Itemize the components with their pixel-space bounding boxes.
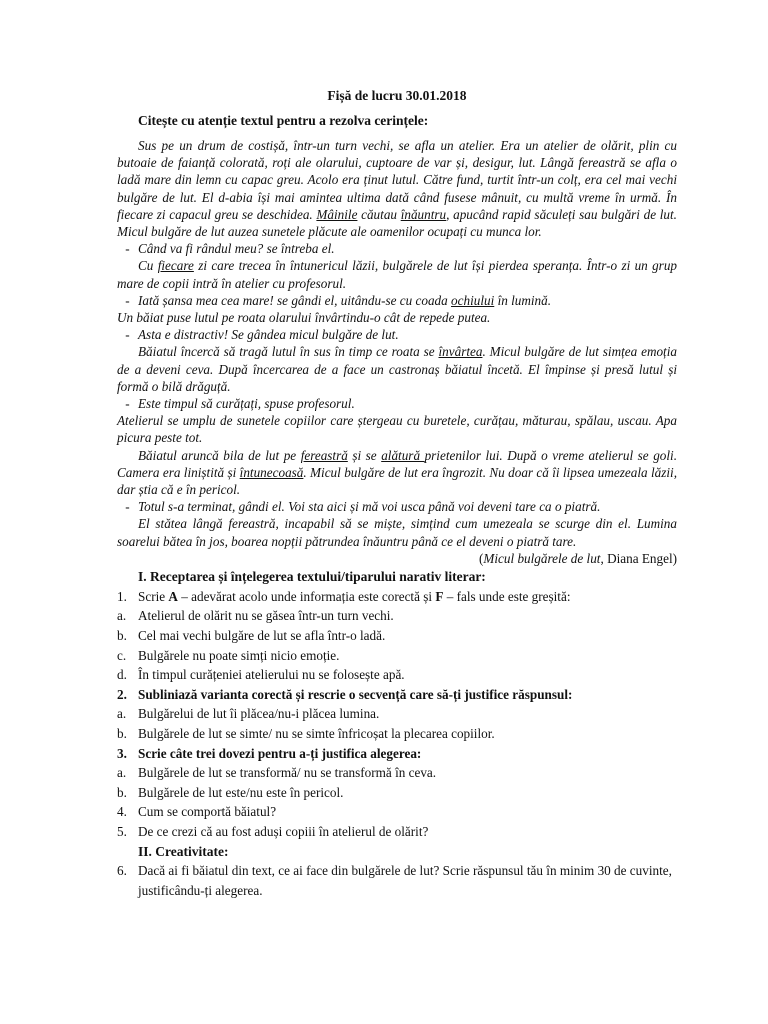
item-text: Bulgărele nu poate simți nicio emoție.: [138, 647, 340, 663]
question-item: [117, 704, 677, 724]
dialogue-text: Este timpul să curățați, spuse profesorul.: [138, 396, 355, 412]
item-text: În timpul curățeniei atelierului nu se folosește apă.: [138, 667, 405, 683]
item-text: Bulgărelui de lut îi plăcea/nu-i plăcea lumina.: [138, 706, 380, 722]
story-paragraph: [117, 257, 677, 291]
story-paragraph: El stătea lângă fereastră, incapabil să se miște, simțind cum umezeala se scurge din el. Lumina soarelui bătea în jos, boarea nopții pătrundea înăuntru până ce el deveni o piatră tare.: [117, 516, 677, 549]
underlined-word: Mâinile: [316, 206, 358, 222]
underlined-word: alătură: [381, 447, 425, 463]
question-text: De ce crezi că au fost aduși copiii în atelierul de olărit?: [138, 824, 429, 839]
item-text: Cel mai vechi bulgăre de lut se afla într-o ladă.: [138, 628, 386, 644]
dialogue-text: Când va fi rândul meu? se întreba el.: [138, 241, 335, 257]
text-source: [117, 550, 677, 568]
story-text: [117, 137, 677, 550]
dialogue-line: [117, 395, 677, 412]
answer-code-a: A: [168, 588, 178, 604]
item-letter: a.: [117, 706, 127, 722]
question-number: 3.: [117, 745, 127, 761]
question-5: [117, 822, 677, 842]
question-item: [117, 763, 677, 783]
question-text: Dacă ai fi băiatul din text, ce ai face din bulgărele de lut? Scrie răspunsul tău în minim 30 de cuvinte, justificându-ți alegerea.: [138, 863, 672, 898]
item-letter: a.: [117, 608, 127, 624]
question-number: 6.: [117, 863, 127, 879]
story-text-span: Iată șansa mea cea mare! se gândi el, uitându-se cu coada: [138, 292, 452, 308]
question-number: 1.: [117, 588, 127, 604]
question-text: Scrie câte trei dovezi pentru a-ți justifica alegerea:: [138, 745, 422, 761]
item-text: Bulgărele de lut este/nu este în pericol.: [138, 784, 344, 800]
question-text: Cum se comportă băiatul?: [138, 804, 277, 820]
story-text-span: Sus pe un drum de costișă, într-un turn vechi, se afla un atelier. Era un atelier de olărit, plin cu butoaie de faianță colorată, roți ale olarului, cuptoare de var și, desigur, lut. Lângă fereastră se afla o ladă mare din lemn cu capac greu. Acolo era ținut lutul. Către fund, turtit într-un colț, era cel mai vechi bulgăre de lut. El d-abia își mai amintea ultima dată când fusese mânuit, cu multă vreme în urmă. În fiecare zi capacul greu se deschidea.: [117, 138, 677, 222]
item-letter: d.: [117, 667, 127, 683]
dialogue-dash: -: [125, 396, 130, 412]
question-item: [117, 783, 677, 803]
question-text-span: – adevărat acolo unde informația este corectă și: [177, 588, 436, 604]
story-paragraph: [117, 343, 677, 395]
reading-instruction: Citește cu atenție textul pentru a rezolva cerințele:: [138, 113, 429, 128]
story-paragraph: [117, 447, 677, 499]
dialogue-text: Totul s-a terminat, gândi el. Voi sta aici și mă voi usca până voi deveni tare ca o piatră.: [138, 499, 601, 515]
dialogue-line: [117, 292, 677, 309]
question-text-span: – fals unde este greșită:: [443, 588, 571, 604]
item-letter: a.: [117, 765, 127, 781]
question-6: [117, 861, 677, 900]
story-text-span: Băiatul aruncă bila de lut pe: [138, 447, 301, 463]
page-title: Fișă de lucru 30.01.2018: [327, 88, 467, 103]
question-number: 5.: [117, 824, 127, 839]
dialogue-dash: -: [125, 499, 130, 515]
item-text: Atelierul de olărit nu se găsea într-un turn vechi.: [138, 608, 394, 624]
item-letter: b.: [117, 784, 127, 800]
worksheet-page: [117, 88, 677, 900]
answer-code-f: F: [435, 588, 444, 604]
story-text-span: Cu: [138, 258, 158, 274]
story-text-span: în lumină.: [494, 292, 552, 308]
item-letter: c.: [117, 647, 127, 663]
story-text-span: zi care trecea în întunericul lăzii, bulgărele de lut își pierdea speranța. Într-o zi un grup mare de copii intră în atelier cu profesorul.: [117, 258, 678, 291]
story-paragraph: Atelierul se umplu de sunetele copiilor care ștergeau cu buretele, curățau, măturau, spălau, uscau. Apa picura peste tot.: [117, 413, 677, 446]
underlined-word: întunecoasă: [239, 464, 304, 480]
question-text: [138, 587, 677, 607]
question-number: 4.: [117, 804, 127, 820]
question-number: 2.: [117, 686, 127, 702]
dialogue-dash: -: [125, 292, 130, 308]
dialogue-line: [117, 498, 677, 515]
question-text: Subliniază varianta corectă și rescrie o secvență care să-ți justifice răspunsul:: [138, 686, 573, 702]
question-item: [117, 724, 677, 744]
question-item: [117, 646, 677, 666]
dialogue-text: Asta e distractiv! Se gândea micul bulgăre de lut.: [138, 327, 399, 343]
dialogue-line: [117, 326, 677, 343]
dialogue-line: [117, 240, 677, 257]
question-3: [117, 744, 677, 764]
story-text-span: . Micul bulgăre de lut simțea emoția de a deveni ceva. După încercarea de a face un castronaș băiatul încetă. El împinse și presă lutul și formă o bilă drăguță.: [117, 344, 677, 394]
underlined-word: înăuntru: [400, 206, 447, 222]
item-letter: b.: [117, 628, 127, 644]
story-text-span: căutau: [357, 206, 401, 222]
section-heading-2: II. Creativitate:: [138, 843, 229, 859]
source-book-title: Micul bulgărele de lut: [483, 550, 601, 566]
story-text-span: Băiatul încercă să tragă lutul în sus în timp ce roata se: [138, 344, 439, 360]
question-item: [117, 606, 677, 626]
source-paren: (: [478, 550, 484, 566]
story-text-span: . Micul bulgăre de lut era îngrozit. Nu doar că îi lipsea umezeala lăzii, dar știa că e în pericol.: [117, 464, 677, 498]
question-4: [117, 802, 677, 822]
dialogue-text: [138, 292, 677, 309]
dialogue-dash: -: [125, 241, 130, 257]
underlined-word: fiecare: [157, 258, 194, 274]
item-letter: b.: [117, 726, 127, 742]
underlined-word: ochiului: [451, 292, 495, 308]
question-2: [117, 685, 677, 705]
story-text-span: prietenilor lui. După o vreme atelierul se goli. Camera era liniștită și: [117, 447, 678, 480]
question-item: [117, 665, 677, 685]
item-text: Bulgărele de lut se transformă/ nu se transformă în ceva.: [138, 765, 437, 781]
underlined-word: învârtea: [438, 344, 483, 360]
story-text-span: și se: [347, 447, 382, 463]
story-paragraph: [117, 137, 677, 240]
section-heading-1: I. Receptarea și înțelegerea textului/tiparului narativ literar:: [138, 569, 486, 585]
item-text: Bulgărele de lut se simte/ nu se simte înfricoșat la plecarea copiilor.: [138, 726, 495, 742]
source-author: , Diana Engel): [600, 550, 677, 566]
story-paragraph: Un băiat puse lutul pe roata olarului învârtindu-o cât de repede putea.: [117, 310, 491, 326]
story-text-span: , apucând rapid săculeți sau bulgări de lut. Micul bulgăre de lut auzea sunetele plăcute ale oamenilor ocupați cu munca lor.: [117, 206, 677, 240]
underlined-word: fereastră: [300, 447, 348, 463]
question-item: [117, 626, 677, 646]
question-text-span: Scrie: [138, 588, 169, 604]
dialogue-dash: -: [125, 327, 130, 343]
question-1: [117, 587, 677, 607]
